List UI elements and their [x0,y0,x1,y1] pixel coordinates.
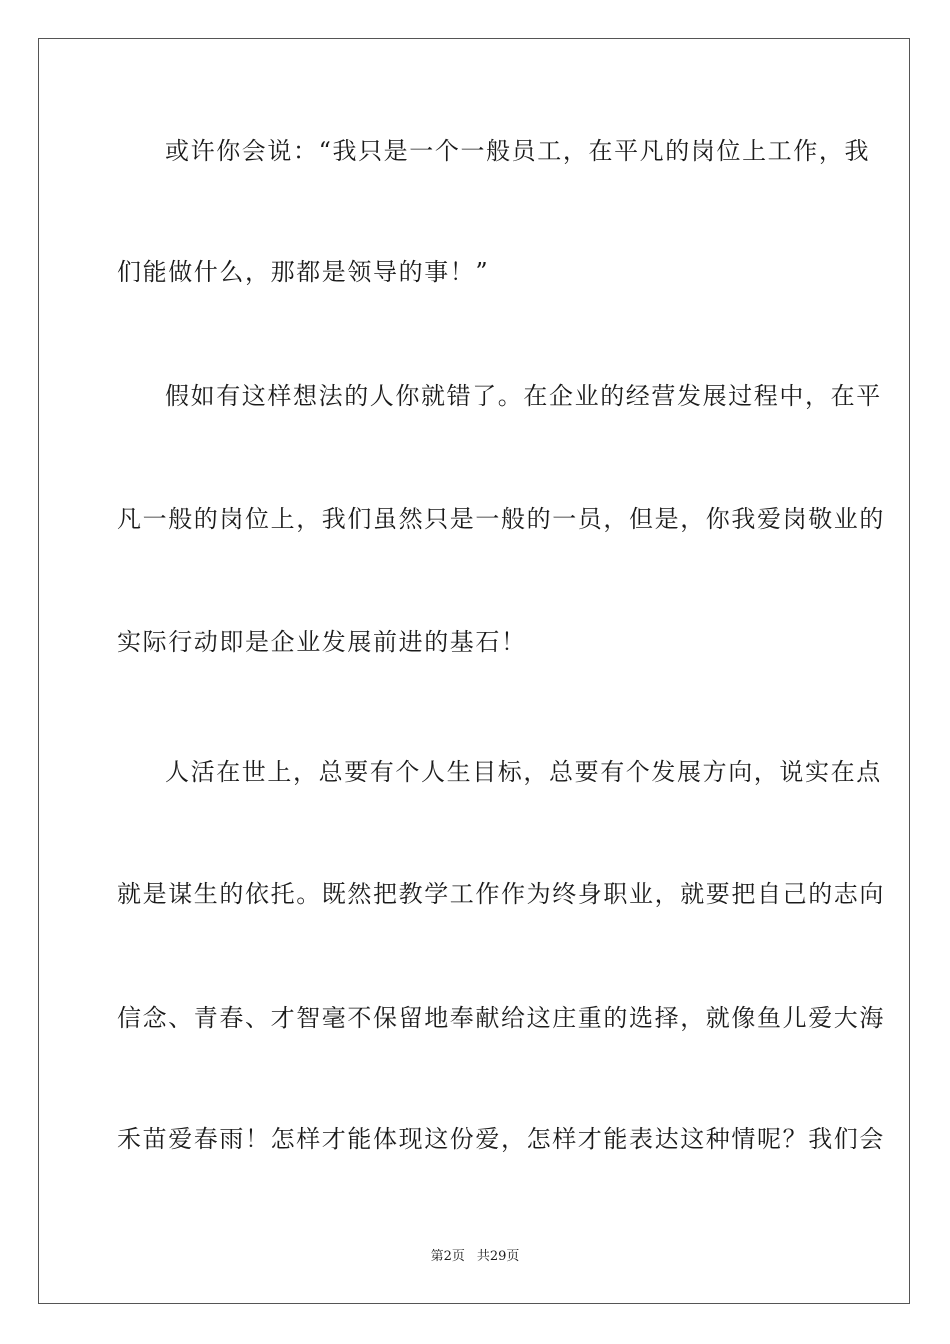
paragraph-2-line-3: 实际行动即是企业发展前进的基石！ [117,628,527,656]
paragraph-1-line-2: 们能做什么，那都是领导的事！” [117,258,490,286]
page-footer [0,1248,950,1266]
paragraph-3-line-1: 人活在世上，总要有个人生目标，总要有个发展方向，说实在点 [165,758,882,786]
paragraph-3-line-3: 信念、青春、才智毫不保留地奉献给这庄重的选择，就像鱼儿爱大海 [117,1004,885,1032]
page-border [38,38,910,1304]
page-number-current: 第2页 [430,1249,465,1264]
paragraph-2-line-1: 假如有这样想法的人你就错了。在企业的经营发展过程中，在平 [165,382,882,410]
paragraph-2-line-2: 凡一般的岗位上，我们虽然只是一般的一员，但是，你我爱岗敬业的 [117,505,885,533]
paragraph-3-line-4: 禾苗爱春雨！怎样才能体现这份爱，怎样才能表达这种情呢？我们会 [117,1125,885,1153]
page-number-total: 共29页 [476,1249,520,1264]
paragraph-3-line-2: 就是谋生的依托。既然把教学工作作为终身职业，就要把自己的志向 [117,880,885,908]
paragraph-1-line-1: 或许你会说：“我只是一个一般员工，在平凡的岗位上工作，我 [165,137,871,165]
